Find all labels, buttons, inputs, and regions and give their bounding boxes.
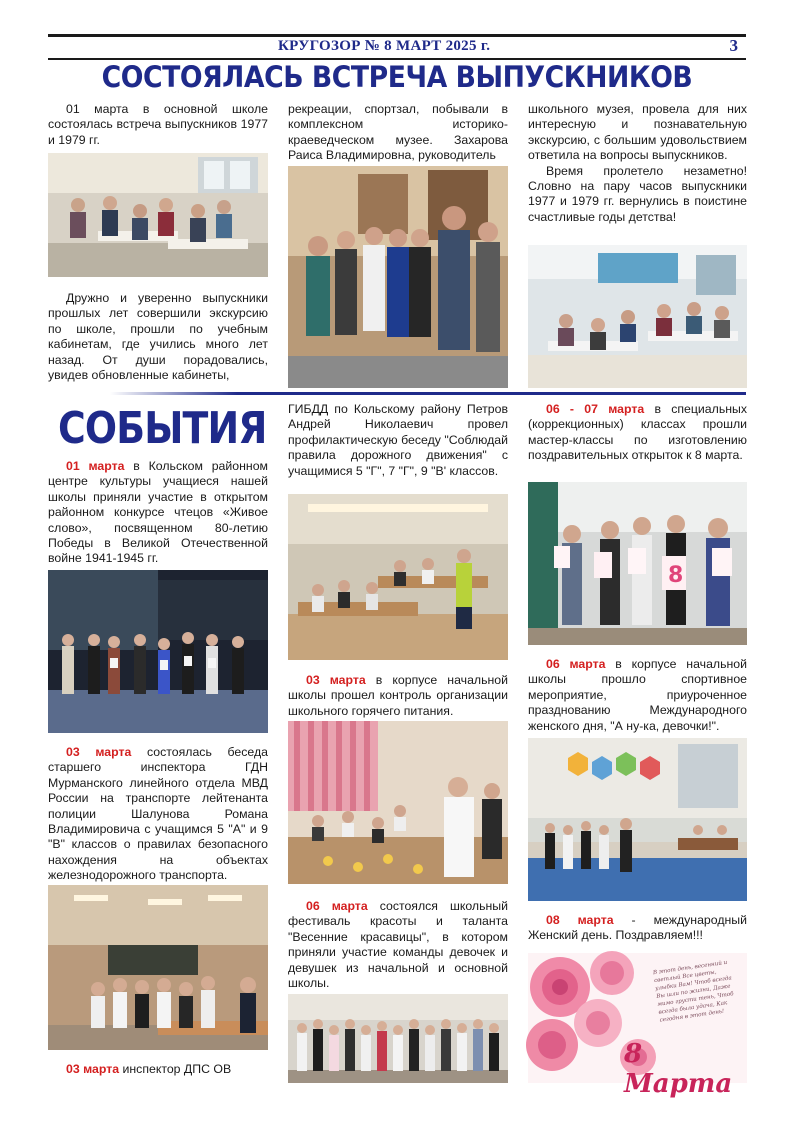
- reunion-intro: 01 марта в основной школе состоялась встреча выпускников 1977 и 1979 гг.: [48, 102, 268, 147]
- page-number: 3: [729, 36, 738, 55]
- event-4: [288, 673, 508, 719]
- event-5-text: состоялся школьный фестиваль красоты и таланта "Весенние красавицы", в котором приняли участие команды девочек и девушек из начальной и основной школы.: [288, 899, 508, 991]
- event-2-date: 03 марта: [66, 745, 132, 759]
- photo-greeting-cards: [528, 482, 747, 645]
- event-1-text: в Кольском районном центре культуры учащиеся нашей школы приняли участие в открытом районном конкурсе чтецов «Живое слово», посвященном 80-летию Победы в Великой Отечественной войне 1941-1945 гг.: [48, 459, 268, 566]
- top-rule-thick: [48, 34, 746, 37]
- photo-traffic-inspector: [288, 494, 508, 660]
- photo-gym-event: [528, 738, 747, 901]
- reunion-tour-text: Дружно и уверенно выпускники прошлых лет совершили экскурсию по школе, прошли по учебным кабинетам, где учились много лет назад. От души порадовались, увидев обновленные кабинеты,: [48, 291, 268, 383]
- photo-museum-group: [288, 166, 508, 388]
- event-8: [528, 913, 747, 944]
- event-8-date: 08 марта: [546, 913, 614, 927]
- event-6-date: 06 - 07 марта: [546, 402, 645, 416]
- event-6-text: в специальных (коррекционных) классах прошли мастер-классы по изготовлению поздравительных открыток к 8 марта.: [528, 402, 748, 463]
- reunion-museum-text: рекреации, спортзал, побывали в комплексном историко-краеведческом музее. Захарова Раиса Владимировна, руководитель: [288, 102, 508, 163]
- event-8-text: - международный Женский день. Поздравляем!!!: [528, 913, 747, 943]
- reunion-closing: Время пролетело незаметно! Словно на пару часов выпускники 1977 и 1979 гг. вернулись в поистине счастливые годы детства!: [528, 163, 747, 224]
- photo-recital-stage: [48, 570, 268, 733]
- events-title: СОБЫТИЯ: [58, 403, 267, 454]
- section-divider: [110, 392, 746, 395]
- card-poem: В этот день, весенний и светлый Все цветы, улыбки Вам! Чтоб всегда Вы шли по жизни, Даже мимо грусти тень, Чтоб всегда была удача, Как сегодня в этот день!: [652, 959, 735, 1024]
- photo-spring-beauties: [288, 994, 508, 1083]
- headline: СОСТОЯЛАСЬ ВСТРЕЧА ВЫПУСКНИКОВ: [101, 60, 693, 94]
- event-7: [528, 657, 747, 734]
- issue-title: КРУГОЗОР № 8 МАРТ 2025 г.: [278, 38, 491, 54]
- event-2-text: состоялась беседа старшего инспектора ГДН Мурманского линейного отдела МВД России на транспорте лейтенанта полиции Шалунова Романа Владимировича с учащимся 5 "А" и 9 "В" классов о правилах безопасного нахождения на объектах железнодорожного транспорта.: [48, 745, 268, 883]
- event-5-date: 06 марта: [306, 899, 368, 913]
- reunion-col1-top: [48, 102, 268, 148]
- event-2: [48, 745, 268, 884]
- event-3-continued: [288, 402, 508, 479]
- reunion-museum-cont: школьного музея, провела для них интересную и познавательную экскурсию, с большим удовольствием ответила на вопросы выпускников.: [528, 102, 747, 163]
- event-3: [48, 1062, 268, 1077]
- womens-day-card: [528, 953, 747, 1099]
- photo-school-canteen: [288, 721, 508, 884]
- event-7-date: 06 марта: [546, 657, 606, 671]
- event-6: [528, 402, 747, 464]
- event-3-text: инспектор ДПС ОВ: [119, 1062, 232, 1076]
- event-3-cont-text: ГИБДД по Кольскому району Петров Андрей Николаевич провел профилактическую беседу "Соблюдай правила дорожного движения" с учащимися 5 "Г", 7 "Г", 9 "В' классов.: [288, 402, 508, 478]
- event-4-text: в корпусе начальной школы прошел контроль организации школьного горячего питания.: [288, 673, 508, 718]
- reunion-col3-top: [528, 102, 747, 225]
- card-script: 8 Марта: [624, 1039, 733, 1099]
- reunion-col1-bottom: [48, 291, 268, 383]
- event-1-date: 01 марта: [66, 459, 125, 473]
- event-1: [48, 459, 268, 567]
- event-3-date: 03 марта: [66, 1062, 120, 1076]
- event-7-text: в корпусе начальной школы прошло спортивное мероприятие, приуроченное празднованию Международного женского дня, "А ну-ка, девочки!".: [528, 657, 747, 733]
- photo-alumni-classroom: [528, 245, 747, 388]
- photo-classroom-graduates: [48, 153, 268, 277]
- photo-transport-safety: [48, 885, 268, 1050]
- svg-text:8: 8: [668, 563, 684, 588]
- masthead: [48, 38, 746, 56]
- event-4-date: 03 марта: [306, 673, 366, 687]
- event-5: [288, 899, 508, 991]
- reunion-col2-top: [288, 102, 508, 164]
